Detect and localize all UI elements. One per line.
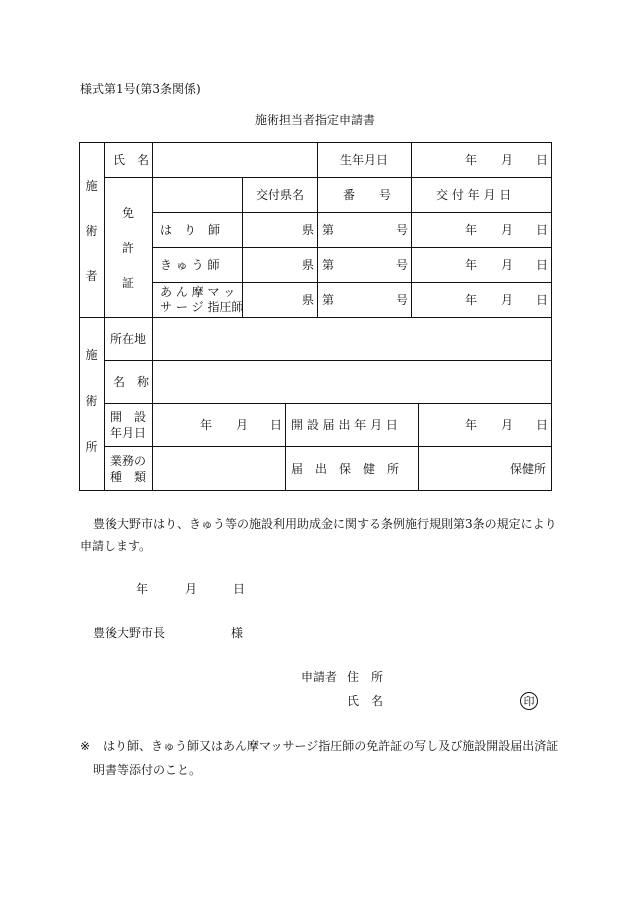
health-center-label: 届 出 保 健 所 <box>291 462 400 476</box>
issue-month: 月 <box>501 258 514 272</box>
name-label: 氏 名 <box>113 153 150 167</box>
business-type-label-line1: 業務の <box>110 454 147 468</box>
birth-year: 年 <box>465 153 478 167</box>
applicant-label: 申請者 <box>301 670 338 684</box>
row-line-facility-name <box>104 403 552 404</box>
business-type-label-line2: 種 類 <box>110 470 147 484</box>
row-line-license-header <box>152 212 552 213</box>
issue-month: 月 <box>501 293 514 307</box>
name-field[interactable] <box>153 143 316 177</box>
col-line-number <box>411 142 412 318</box>
number-suffix: 号 <box>396 293 409 307</box>
business-type-field[interactable] <box>153 447 284 490</box>
open-date-label-line1: 開 設 <box>110 410 147 424</box>
open-date-label-line2: 年月日 <box>110 426 147 440</box>
license-type-label-line1: あ ん 摩 マ ッ <box>160 285 236 299</box>
col-line-license-type <box>242 177 243 318</box>
prefecture-suffix: 県 <box>302 223 315 237</box>
issue-day: 日 <box>536 223 549 237</box>
facility-name-label: 名 称 <box>113 375 150 389</box>
note-line1: はり師、きゅう師又はあん摩マッサージ指圧師の免許証の写し及び施設開設届出済証 <box>103 739 559 753</box>
col-line-prefecture <box>317 142 318 318</box>
birthdate-label: 生年月日 <box>340 153 389 167</box>
application-year: 年 <box>136 582 149 596</box>
facility-address-field[interactable] <box>153 318 551 360</box>
practitioner-section-label: 施 術 者 <box>85 179 98 283</box>
issue-day: 日 <box>536 293 549 307</box>
health-center-suffix: 保健所 <box>510 462 547 476</box>
number-prefix: 第 <box>322 258 335 272</box>
form-id: 様式第1号(第3条関係) <box>80 82 201 96</box>
application-day: 日 <box>233 582 246 596</box>
col-line-facility-right <box>418 403 419 491</box>
form-title: 施術担当者指定申請書 <box>255 113 376 127</box>
seal-mark: 印 <box>520 692 538 710</box>
open-month: 月 <box>236 418 249 432</box>
issue-day: 日 <box>536 258 549 272</box>
open-year: 年 <box>200 418 213 432</box>
applicant-address-label: 住 所 <box>347 670 384 684</box>
number-prefix: 第 <box>322 293 335 307</box>
notice-year: 年 <box>465 418 478 432</box>
birth-month: 月 <box>501 153 514 167</box>
note-line2: 明書等添付のこと。 <box>93 763 202 777</box>
honorific: 様 <box>231 626 244 640</box>
facility-name-field[interactable] <box>153 361 551 403</box>
notice-month: 月 <box>501 418 514 432</box>
issue-month: 月 <box>501 223 514 237</box>
row-line-name <box>104 177 552 178</box>
issue-date-header: 交 付 年 月 日 <box>436 188 512 202</box>
license-type-label: は り 師 <box>160 223 221 237</box>
number-header: 番 号 <box>343 188 392 202</box>
number-suffix: 号 <box>396 258 409 272</box>
body-text-line2: 申請します。 <box>80 539 152 553</box>
number-suffix: 号 <box>396 223 409 237</box>
addressee: 豊後大野市長 <box>93 626 166 640</box>
applicant-name-label: 氏 名 <box>347 694 384 708</box>
license-type-label: き ゅ う 師 <box>160 258 220 272</box>
number-prefix: 第 <box>322 223 335 237</box>
license-label: 免 許 証 <box>121 206 134 290</box>
row-line-hari <box>152 247 552 248</box>
prefecture-suffix: 県 <box>302 258 315 272</box>
open-day: 日 <box>270 418 283 432</box>
birth-day: 日 <box>536 153 549 167</box>
col-line-facility-mid <box>285 403 286 491</box>
row-line-kyu <box>152 282 552 283</box>
license-type-label-line2: サ ー ジ 指圧師 <box>160 300 244 314</box>
issue-year: 年 <box>465 258 478 272</box>
body-text-line1: 豊後大野市はり、きゅう等の施設利用助成金に関する条例施行規則第3条の規定により <box>93 517 557 531</box>
notice-date-label: 開 設 届 出 年 月 日 <box>291 418 398 432</box>
prefecture-header: 交付県名 <box>256 188 305 202</box>
facility-section-label: 施 術 所 <box>85 348 98 454</box>
issue-year: 年 <box>465 293 478 307</box>
notice-day: 日 <box>536 418 549 432</box>
section-label-column-line <box>104 142 105 491</box>
table-border-bottom <box>79 490 552 491</box>
note-mark: ※ <box>80 739 91 753</box>
facility-address-label: 所在地 <box>110 332 147 346</box>
application-month: 月 <box>185 582 198 596</box>
prefecture-suffix: 県 <box>302 293 315 307</box>
issue-year: 年 <box>465 223 478 237</box>
